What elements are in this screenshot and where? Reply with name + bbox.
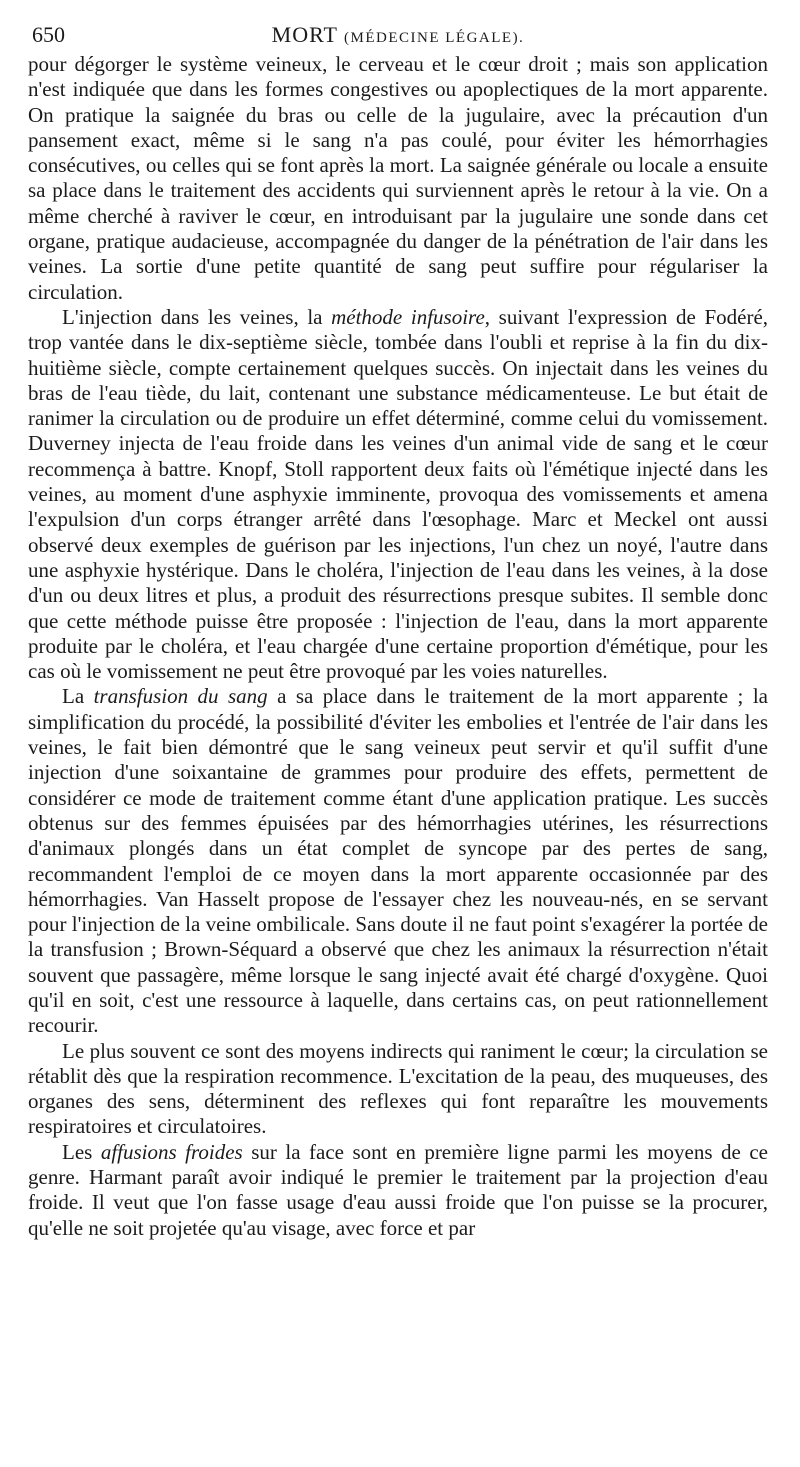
paragraph-transfusion (28, 684, 768, 1038)
paragraph-text: sur la face sont en première ligne parmi les moyens de ce genre. Harmant paraît avoir indiqué le premier le traitement par la projection d'eau froide. Il veut que l'on fasse usage d'eau aussi froide que l'on puisse se la procurer, qu'elle ne soit projetée qu'au visage, avec force et par (28, 1139, 768, 1240)
paragraph-text: L'injection dans les veines, la (62, 304, 332, 329)
running-title (28, 18, 768, 55)
paragraph-injection (28, 305, 768, 684)
paragraph-continuation: pour dégorger le système veineux, le cerveau et le cœur droit ; mais son application n'est indiquée que dans les formes congestives ou apoplectiques de la mort apparente. On pratique la saignée du bras ou celle de la jugulaire, avec la précaution d'un pansement exact, même si le sang n'a pas coulé, pour éviter les hémorrhagies consécutives, ou celles qui se font après la mort. La saignée générale ou locale a ensuite sa place dans le traitement des accidents qui surviennent après le retour à la vie. On a même cherché à raviver le cœur, en introduisant par la jugulaire une sonde dans cet organe, pratique audacieuse, accompagnée du danger de la pénétration de l'air dans les veines. La sortie d'une petite quantité de sang peut suffire pour régulariser la circulation. (28, 52, 768, 304)
body-text (28, 52, 768, 1241)
paragraph-cold-affusions (28, 1140, 768, 1241)
paragraph-text: La (62, 684, 94, 709)
running-head (28, 18, 768, 52)
emphasis-term: méthode infusoire (331, 304, 485, 329)
running-title-subtitle: (MÉDECINE LÉGALE). (344, 30, 525, 46)
paragraph-text: a sa place dans le traitement de la mort apparente ; la simplification du procédé, la possibilité d'éviter les embolies et l'entrée de l'air dans les veines, le fait bien démontré que le sang veineux peut servir et qu'il suffit d'une injection d'une soixantaine de grammes pour produire des effets, permettent de considérer ce mode de traitement comme étant d'une application pratique. Les succès obtenus sur des femmes épuisées par des hémorrhagies utérines, les résurrections d'animaux plongés dans un état complet de syncope par des pertes de sang, recommandent l'emploi de ce moyen dans la mort apparente occasionnée par des hémorrhagies. Van Hasselt propose de l'essayer chez les nouveau-nés, en se servant pour l'injection de la veine ombilicale. Sans doute il ne faut point s'exagérer la portée de la transfusion ; Brown-Séquard a observé que chez les animaux la résurrection n'était souvent que passagère, même lorsque le sang injecté avait été chargé d'oxygène. Quoi qu'il en soit, c'est une ressource à laquelle, dans certains cas, on peut rationnellement recourir. (28, 684, 768, 1038)
paragraph-text: Les (62, 1139, 101, 1164)
paragraph-indirect-means: Le plus souvent ce sont des moyens indirects qui raniment le cœur; la circulation se rétablit dès que la respiration recommence. L'excitation de la peau, des muqueuses, des organes des sens, déterminent des reflexes qui font reparaître les mouvements respiratoires et circulatoires. (28, 1038, 768, 1139)
running-title-main: MORT (271, 22, 338, 47)
book-page (28, 18, 768, 1438)
paragraph-text: , suivant l'expression de Fodéré, trop vantée dans le dix-septième siècle, tombée dans l'oubli et reprise à la fin du dix-huitième siècle, compte certainement quelques succès. On injectait dans les veines du bras de l'eau tiède, du lait, contenant une substance médicamenteuse. Le but était de ranimer la circulation ou de produire un effet déterminé, comme celui du vomissement. Duverney injecta de l'eau froide dans les veines d'un animal vide de sang et le cœur recommença à battre. Knopf, Stoll rapportent deux faits où l'émétique injecté dans les veines, au moment d'une asphyxie imminente, provoqua des vomissements et amena l'expulsion d'un corps étranger arrêté dans l'œsophage. Marc et Meckel ont aussi observé deux exemples de guérison par les injections, l'un chez un noyé, l'autre dans une asphyxie hystérique. Dans le choléra, l'injection de l'eau dans les veines, à la dose d'un ou deux litres et plus, a produit des résurrections presque subites. Il semble donc que cette méthode puisse être proposée : l'injection de l'eau, dans la mort apparente produite par le choléra, et l'eau chargée d'une certaine proportion d'émétique, pour les cas où le vomissement ne peut être provoqué par les voies naturelles. (28, 304, 768, 684)
page-number: 650 (32, 22, 65, 47)
emphasis-term: transfusion du sang (93, 684, 268, 709)
emphasis-term: affusions froides (100, 1139, 243, 1164)
